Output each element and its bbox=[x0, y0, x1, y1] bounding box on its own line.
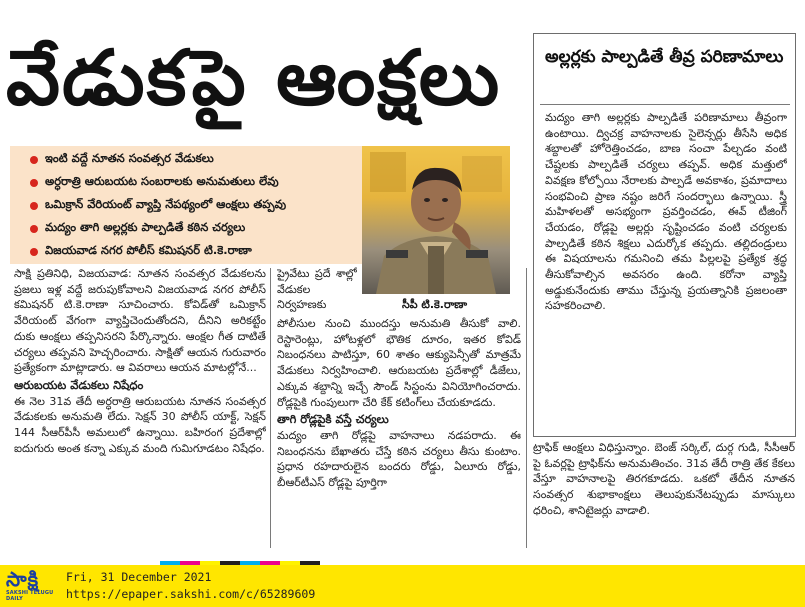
article-paragraph: మద్యం తాగి రోడ్లపై వాహనాలు నడపరాదు. ఈ నిబంధనను బేఖాతరు చేస్తే కఠిన చర్యలు తీసు కుంటాం. ప్రధాన రహదారులైన బందరు రోడ్డు, ఏలూరు రోడ్డు, బీఆర్‌టీఎస్ రోడ్లపై పూర్తిగా bbox=[277, 428, 521, 490]
article-paragraph: పోలీసుల నుంచి ముందస్తు అనుమతి తీసుకో వాలి. రెస్టారెంట్లు, హోటళ్లలో భౌతిక దూరం, ఇతర కోవిడ్ నిబంధనలు పాటిస్తూ, 60 శాతం ఆక్యుపెన్సీతో మాత్రమే వేడుకలు నిర్వహించాలి. ఆరుబయట ప్రదేశాల్లో డీజేలు, ఎక్కువ శబ్దాన్ని ఇచ్చే సౌండ్ సిస్టంను వినియోగించరాదు. రోడ్లపైకి గుంపులుగా చేరి కేక్ కటింగ్‌లు చేయకూడదు. bbox=[277, 317, 521, 409]
highlight-item bbox=[10, 148, 362, 171]
sidebar-title: అల్లర్లకు పాల్పడితే తీవ్ర పరిణామాలు bbox=[545, 47, 784, 67]
column-divider bbox=[270, 268, 271, 548]
highlight-item bbox=[10, 240, 362, 263]
article-column-2-narrow bbox=[277, 266, 357, 316]
highlight-text: మద్యం తాగి అల్లర్లకు పాల్పడితే కఠిన చర్యలు bbox=[45, 220, 246, 234]
bullet-dot-icon bbox=[30, 179, 38, 187]
edition-date: Fri, 31 December 2021 bbox=[66, 570, 212, 584]
highlight-text: అర్ధరాత్రి ఆరుబయట సంబరాలకు అనుమతులు లేవు bbox=[45, 174, 279, 188]
bullet-dot-icon bbox=[30, 248, 38, 256]
bullet-dot-icon bbox=[30, 225, 38, 233]
highlight-text: ఒమిక్రాన్ వేరియంట్ వ్యాప్తి నేపథ్యంలో ఆంక్షలు తప్పవు bbox=[45, 197, 287, 211]
article-paragraph: ట్రాఫిక్ ఆంక్షలు విధిస్తున్నాం. బెంజ్ సర్కిల్, దుర్గ గుడి, సీసీఆర్ పై ఓవర్లపై ట్రాఫిక్‌ను అనుమతించం. 31వ తేదీ రాత్రి తేక కేకలు వేస్తూ వాహనాలపై తిరగకూడదు. ఒకటో తేదీన నూతన సంవత్సర శుభాకాంక్షలు తెలుపుకునేటప్పుడు మాస్కులు ధరించి, శానిటైజర్లు వాడాలి. bbox=[533, 441, 795, 517]
bullet-dot-icon bbox=[30, 156, 38, 164]
photo-caption: సీపీ టి.కె.రాణా bbox=[402, 298, 468, 311]
epaper-link[interactable]: https://epaper.sakshi.com/c/65289609 bbox=[66, 587, 316, 601]
article-paragraph: ప్రైవేటు ప్రదే శాల్లో వేడుకల నిర్వహణకు bbox=[277, 267, 357, 312]
highlight-item bbox=[10, 217, 362, 240]
person-portrait-icon bbox=[362, 146, 510, 294]
sidebar-paragraph: మద్యం తాగి అల్లర్లకు పాల్పడితే పరిణామాలు తీవ్రంగా ఉంటాయి. ద్విచక్ర వాహనాలకు సైలెన్సర్లు తీసేసి అధిక శబ్దాలతో హోరెత్తించడం, బాణ సంచా పేల్చడం వంటి చేష్టలకు పాల్పడితే చర్యలు తప్పవ్. అధిక మత్తులో వివక్షణ కోల్పోయి నేరాలకు పాల్పడే అవకాశం, ప్రమాదాలు సంభవించి ప్రాణ నష్టం జరిగే సందర్భాలు ఉన్నాయి. స్త్రీ మహిళలతో అసభ్యంగా ప్రవర్తించడం, ఈవ్ టీజింగ్ చేయడం, రోడ్లపై అల్లర్లు సృష్టించడం వంటి చర్యలకు పాల్పడితే కఠిన శిక్షలు ఎదుర్కోక తప్పదు. తల్లిదండ్రులు ఈ విషయాలను గమనించి తమ పిల్లలపై ప్రత్యేక శ్రద్ధ తీసుకోవాల్సిన అవసరం ఉంది. కరోనా వ్యాప్తి అడ్డుకునేందుకు తాము చేస్తున్న ప్రయత్నానికి ప్రజలంతా సహకరించాలి. bbox=[545, 111, 787, 313]
subheading-outdoor-ban: ఆరుబయట వేడుకలు నిషేధం bbox=[14, 377, 144, 392]
column-divider bbox=[526, 268, 527, 548]
article-intro: సాక్షి ప్రతినిధి, విజయవాడ: నూతన సంవత్సర వేడుకలను ప్రజలు ఇళ్ల వద్దే జరుపుకోవాలని విజయవాడ నగర పోలీస్ కమిషనర్ టి.కె.రాణా సూచించారు. కోవిడ్‌తో ఒమిక్రాన్ వేరియంట్ వేగంగా వ్యాప్తిచెందుతోందని, దీనిని అరికట్టేం దుకు ఆంక్షలు తప్పనిసరని పేర్కొన్నారు. ఆంక్షల గీత దాటితే చర్యలు తప్పవని హెచ్చరించారు. సాక్షితో ఆయన గురువారం ప్రత్యేకంగా మాట్లాడారు. ఆ వివరాలు ఆయన మాటల్లోనే... bbox=[14, 267, 266, 375]
article-column-2 bbox=[277, 316, 521, 551]
commissioner-photo bbox=[362, 146, 510, 294]
bullet-dot-icon bbox=[30, 202, 38, 210]
logo-subtext: SAKSHI TELUGU DAILY bbox=[6, 590, 54, 602]
article-paragraph: ఈ నెల 31వ తేదీ అర్ధరాత్రి ఆరుబయట నూతన సంవత్సర వేడుకలకు అనుమతి లేదు. సెక్షన్ 30 పోలీస్ యాక్ట్, సెక్షన్ 144 సీఆర్‌పీసీ అమలులో ఉన్నాయి. బహిరంగ ప్రదేశాల్లో ఐదుగురు అంత కన్నా ఎక్కువ మంది గుమిగూడటం నిషేధం. bbox=[14, 394, 266, 455]
highlight-text: విజయవాడ నగర పోలీస్ కమిషనర్ టి.కె.రాణా bbox=[45, 243, 252, 257]
highlight-item bbox=[10, 194, 362, 217]
sakshi-logo[interactable] bbox=[6, 568, 60, 604]
subheading-drunk-driving: తాగి రోడ్లపైకి వస్తే చర్యలు bbox=[277, 412, 389, 427]
article-column-1 bbox=[14, 266, 266, 551]
article-column-3 bbox=[533, 440, 795, 552]
highlights-box bbox=[10, 146, 362, 264]
highlight-text: ఇంటి వద్దే నూతన సంవత్సర వేడుకలు bbox=[45, 151, 214, 165]
sidebar-body bbox=[545, 110, 787, 430]
highlight-item bbox=[10, 171, 362, 194]
headline: వేడుకపై ఆంక్షలు bbox=[6, 33, 502, 122]
logo-text: సాక్షి bbox=[6, 567, 40, 591]
sidebar-title-rule bbox=[540, 104, 790, 105]
